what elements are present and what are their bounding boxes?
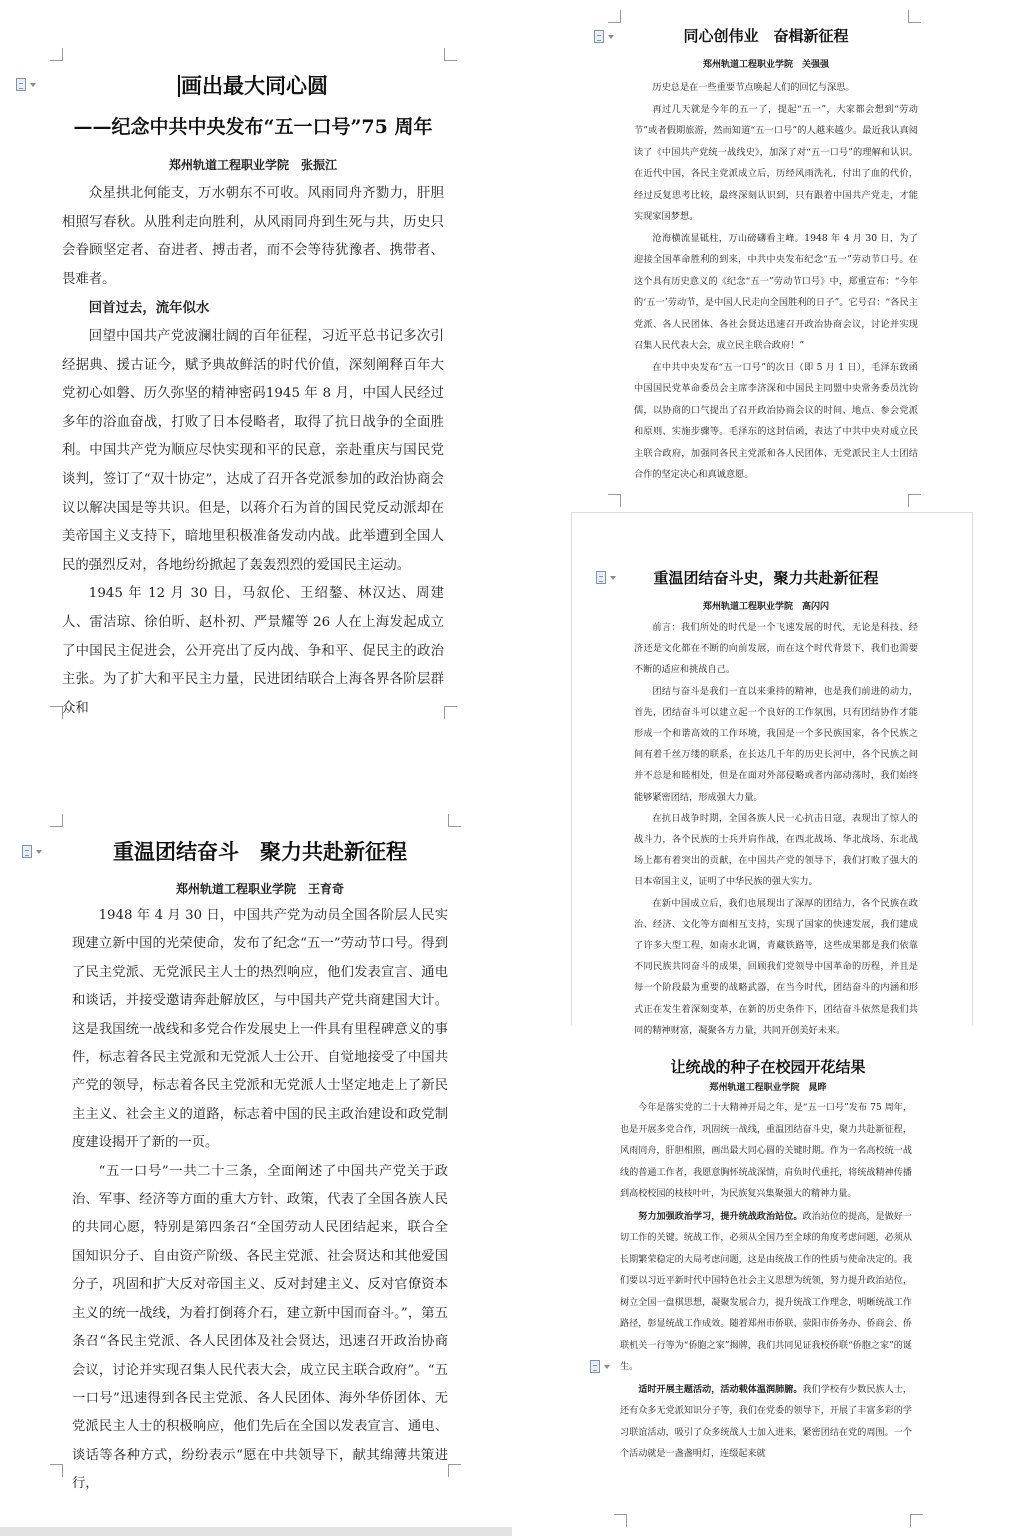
paragraph-text: 我们学校有少数民族人士，还有众多无党派知识分子等，我们在党委的领导下，开展了丰富多彩的学习联谊活动，吸引了众多统战人士加入进来，紧密团结在党的周围。一个个活动就是一盏盏明灯，连缀起来就 xyxy=(620,1384,912,1459)
paragraph: 今年是落实党的二十大精神开局之年，是“五一口号”发布 75 周年，也是开展多党合作，巩固统一战线，重温团结奋斗史，聚力共赴新征程，风雨同舟，肝胆相照，画出最大同心圆的关键时期。作为一名高校统一战线的普通工作者，我愿意胸怀统战深情，肩负时代重托，将统战精神传播到高校校园的枝枝叶叶，为民族复兴集聚强大的精神力量。 xyxy=(620,1103,912,1199)
paragraph: 历史总是在一些重要节点唤起人们的回忆与深思。 xyxy=(652,82,855,93)
paragraph: 前言：我们所处的时代是一个飞速发展的时代，无论是科技、经济还是文化都在不断的向前发展，而在这个时代背景下，我们也需要不断的适应和挑战自己。 xyxy=(634,622,918,676)
article-author: 郑州轨道工程职业学院 关强强 xyxy=(702,60,829,70)
paragraph: “五一口号”一共二十三条，全面阐述了中国共产党关于政治、军事、经济等方面的重大方针、政策，代表了全国各族人民的共同心愿，特别是第四条召“全国劳动人民团结起来，联合全国知识分子、自由资产阶级、各民主党派、社会贤达和其他爱国分子，巩固和扩大反对帝国主义、反对封建主义、反对官僚资本主义的统一战线，为着打倒蒋介石，建立新中国而奋斗。”，第五条召“各民主党派、各人民团体及社会贤达，迅速召开政治协商会议，讨论并实现召集人民代表大会，成立民主联合政府”。“五一口号”迅速得到各民主党派、各人民团体、海外华侨团体、无党派民主人士的积极响应，他们先后在全国以发表宣言、通电、谈话等各种方式，纷纷表示“愿在中共领导下，献其绵薄共策进行， xyxy=(72,1163,448,1492)
paragraph: 回望中国共产党波澜壮阔的百年征程，习近平总书记多次引经据典、援古证今，赋予典故鲜活的时代价值，深刻阐释百年大党初心如磐、历久弥坚的精神密码1945 年 8 月，中国人民经过多年的浴血奋战，打败了日本侵略者，取得了抗日战争的全面胜利。中国共产党为顺应尽快实现和平的民意，亲赴重庆与国民党谈判，签订了“双十协定”，达成了召开各党派参加的政治协商会议以解决国是等共识。但是，以蒋介石为首的国民党反动派却在美帝国主义支持下，暗地里积极准备发动内战。此举遭到全国人民的强烈反对，各地纷纷掀起了轰轰烈烈的爱国民主运动。 xyxy=(62,328,444,573)
article-title: 重温团结奋斗史，聚力共赴新征程 xyxy=(653,569,879,587)
paragraph: 沧海横流显砥柱，万山磅礴看主峰。1948 年 4 月 30 日，为了迎接全国革命胜利的到来，中共中央发布纪念“五一”劳动节口号。在这个具有历史意义的《纪念“五一”劳动节口号》中，郑重宣布：“今年的‘五一’劳动节，是中国人民走向全国胜利的日子”。它号召：“各民主党派、各人民团体、各社会贤达迅速召开政治协商会议，讨论并实现召集人民代表大会，成立民主联合政府！” xyxy=(634,232,918,351)
crop-mark xyxy=(50,1464,63,1477)
paragraph xyxy=(620,1206,912,1379)
article-title: 让统战的种子在校园开花结果 xyxy=(670,1058,866,1076)
paragraph xyxy=(620,1379,912,1466)
article-body xyxy=(72,902,448,1492)
page-article-5 xyxy=(608,1040,928,1530)
page-article-2 xyxy=(608,10,924,506)
crop-mark xyxy=(448,1464,461,1477)
paragraph: 再过几天就是今年的五一了，提起“五一”，大家都会想到“劳动节”或者假期旅游，然而知道“五一口号”的人越来越少。最近我认真阅读了《中国共产党统一战线史》，加深了对“五一口号”的理解和认识。在近代中国，各民主党派成立后，历经风雨洗礼，付出了血的代价，经过反复思考比较，最终深刻认识到，只有跟着中国共产党走，才能实现家国梦想。 xyxy=(634,103,918,222)
paragraph-text: 政治站位的提高，是做好一切工作的关键。统战工作，必须从全国乃至全球的角度考虑问题，必须从长期繁荣稳定的大局考虑问题，这是由统战工作的性质与使命决定的。我们要以习近平新时代中国特色社会主义思想为统领，努力提升政治站位，树立全国一盘棋思想，凝聚发展合力，提升统战工作理念，明晰统战工作路径，彰显统战工作成效。随着郑州市侨联、荥阳市侨务办、侨商会、侨联机关一行等为“侨胞之家”揭牌，我们共同见证我校侨联“侨胞之家”的诞生。 xyxy=(620,1211,912,1372)
paragraph: 团结与奋斗是我们一直以来秉持的精神，也是我们前进的动力，首先，团结奋斗可以建立起一个良好的工作氛围，只有团结协作才能形成一个和谐高效的工作环境，我国是一个多民族国家，各个民族之间有着千丝万缕的联系，在长达几千年的历史长河中，各个民族之间并不总是和睦相处，但是在面对外部侵略或者内部动荡时，我们始终能够紧密团结，形成强大力量。 xyxy=(634,685,918,803)
crop-mark xyxy=(910,1514,923,1527)
article-body xyxy=(634,617,918,1036)
paragraph: 众星拱北何能支，万水朝东不可收。风雨同舟齐勠力，肝胆相照写春秋。从胜利走向胜利，从风雨同舟到生死与共，历史只会眷顾坚定者、奋进者、搏击者，而不会等待犹豫者、携带者、畏难者。 xyxy=(62,186,444,287)
article-title: 画出最大同心圆 xyxy=(38,70,468,100)
horizontal-scrollbar[interactable] xyxy=(0,1527,512,1536)
article-author: 郑州轨道工程职业学院 张振江 xyxy=(168,158,337,172)
document-icon[interactable] xyxy=(590,1360,612,1374)
paragraph-lead: 适时开展主题活动，活动载体温润肺腑。 xyxy=(638,1383,803,1395)
crop-mark xyxy=(448,814,461,827)
paragraph: 1948 年 4 月 30 日，中国共产党为动员全国各阶层人民实现建立新中国的光荣使命，发布了纪念“五一”劳动节口号。得到了民主党派、无党派民主人士的热烈响应，他们发表宣言、通电和谈话，并接受邀请奔赴解放区，与中国共产党共商建国大计。这是我国统一战线和多党合作发展史上一件具有里程碑意义的事件，标志着各民主党派和无党派人士公开、自觉地接受了中国共产党的领导，标志着各民主党派和无党派人士坚定地走上了新民主主义、社会主义的道路，标志着中国的民主政治建设和政党制度建设揭开了新的一页。 xyxy=(72,908,448,1151)
page-article-4 xyxy=(50,814,470,1492)
crop-mark xyxy=(608,494,621,507)
section-heading: 回首过去，流年似水 xyxy=(88,300,210,317)
article-author: 郑州轨道工程职业学院 高闪闪 xyxy=(702,602,829,612)
crop-mark xyxy=(608,10,621,23)
article-subtitle: ——纪念中共中央发布“五一口号”75 周年 xyxy=(73,116,433,138)
page-article-1 xyxy=(38,48,468,720)
crop-mark xyxy=(444,48,457,61)
paragraph: 1945 年 12 月 30 日，马叙伦、王绍鏊、林汉达、周建人、雷洁琼、徐伯昕、赵朴初、严景耀等 26 人在上海发起成立了中国民主促进会，公开亮出了反内战、争和平、促民主的政治主张。为了扩大和平民主力量，民进团结联合上海各界各阶层群众和 xyxy=(62,586,444,716)
document-icon[interactable] xyxy=(22,845,44,859)
document-icon[interactable] xyxy=(16,78,38,92)
crop-mark xyxy=(908,10,921,23)
crop-mark xyxy=(50,48,63,61)
article-title: 同心创伟业 奋楫新征程 xyxy=(683,27,849,45)
crop-mark xyxy=(614,1514,627,1527)
page-article-3 xyxy=(571,512,973,1036)
text-cursor xyxy=(178,75,180,97)
article-author: 郑州轨道工程职业学院 晁晔 xyxy=(709,1083,827,1093)
crop-mark xyxy=(444,706,457,719)
crop-mark xyxy=(50,814,63,827)
article-body xyxy=(634,77,918,497)
article-author: 郑州轨道工程职业学院 王育奇 xyxy=(175,882,344,896)
paragraph: 在中共中央发布“五一口号”的次日（即 5 月 1 日），毛泽东致函中国国民党革命委员会主席李济深和中国民主同盟中央常务委员沈钧儒，以协商的口气提出了召开政治协商会议的时间、地点、参会党派和原则、实施步骤等。毛泽东的这封信函，表达了中共中央对成立民主联合政府，加强同各民主党派和各人民团体、无党派民主人士团结合作的坚定决心和真诚意愿。 xyxy=(634,361,918,480)
article-title: 重温团结奋斗 聚力共赴新征程 xyxy=(113,839,407,864)
paragraph: 在新中国成立后，我们也展现出了深厚的团结力，各个民族在政治、经济、文化等方面相互支持，实现了国家的快速发展，我们建成了许多大型工程，如南水北调，青藏铁路等，这些成果都是我们依靠不同民族共同奋斗的成果，回顾我们党领导中国革命的历程，并且是每一个阶段最为重要的战略武器，在当今时代，团结奋斗的内涵和形式正在发生着深刻变革，在新的历史条件下，团结奋斗依然是我们共同的精神财富，凝聚各方力量，共同开创美好未来。 xyxy=(634,897,918,1036)
paragraph: 在抗日战争时期，全国各族人民一心抗击日寇，表现出了惊人的战斗力，各个民族的士兵并肩作战，在西北战场、华北战场、东北战场上都有着突出的贡献，在中国共产党的领导下，我们打败了强大的日本帝国主义，证明了中华民族的强大实力。 xyxy=(634,812,918,888)
article-body xyxy=(62,180,444,716)
article-body xyxy=(620,1098,912,1504)
paragraph-lead: 努力加强政治学习，提升统战政治站位。 xyxy=(638,1210,803,1222)
